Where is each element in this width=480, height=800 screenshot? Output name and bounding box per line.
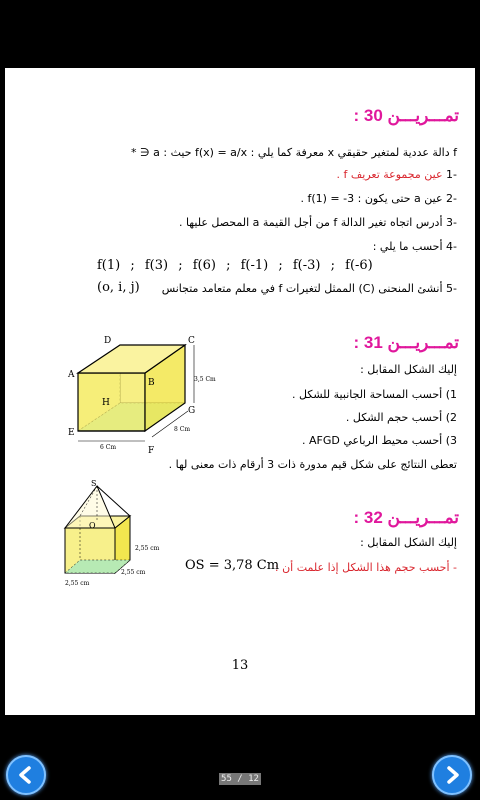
next-page-button[interactable] <box>432 755 472 795</box>
label-S: S <box>91 479 97 488</box>
ex31-q2: 2) أحسب حجم الشكل . <box>345 411 457 424</box>
exercise-32-title: تمـــريـــن 32 : <box>353 508 459 527</box>
label-A: A <box>68 370 75 380</box>
label-dim-d: 8 Cm <box>174 426 191 433</box>
label-F: F <box>148 446 155 456</box>
label-B: B <box>148 378 155 388</box>
pyramid-cube-figure <box>55 478 165 588</box>
label-dim-2: 2,55 cm <box>121 569 146 576</box>
document-page <box>5 68 475 715</box>
page-number: 13 <box>231 658 249 673</box>
ex30-intro: f دالة عددية لمتغير حقيقي x معرفة كما يلي : f(x) = a/x حيث : a ∈ * <box>131 146 457 159</box>
prism-figure <box>60 333 216 463</box>
ex31-q1: 1) أحسب المساحة الجانبية للشكل . <box>291 388 457 401</box>
ex32-given: OS = 3,78 Cm <box>185 558 280 573</box>
label-dim-h: 3,5 Cm <box>194 376 216 383</box>
label-dim-3: 2,55 cm <box>65 580 90 587</box>
ex30-q5: -5 أنشئ المنحنى (C) الممثل لتغيرات f في معلم متعامد متجانس <box>161 282 457 295</box>
exercise-31-title: تمـــريـــن 31 : <box>353 333 459 352</box>
label-dim-w: 6 Cm <box>100 444 117 451</box>
label-G: G <box>188 406 196 416</box>
ex30-q5-frame: (o, i, j) <box>97 280 140 295</box>
ex30-q1-text: عين مجموعة تعريف f . <box>336 168 443 181</box>
label-O: O <box>89 521 96 530</box>
chevron-right-icon <box>442 765 462 785</box>
previous-page-button[interactable] <box>6 755 46 795</box>
chevron-left-icon <box>16 765 36 785</box>
ex30-q4: -4 أحسب ما يلي : <box>372 240 457 253</box>
ex30-q1 <box>337 168 458 181</box>
exercise-30-title: تمـــريـــن 30 : <box>353 106 459 125</box>
ex32-q1 <box>275 561 457 574</box>
ex31-q3: 3) أحسب محيط الرباعي AFGD . <box>302 434 457 447</box>
ex30-q2: -2 عين a حتى يكون : f(1) = -3 . <box>300 192 457 205</box>
label-C: C <box>188 336 195 346</box>
ex30-q1-num: -1 <box>446 168 457 181</box>
ex30-q4-values: f(1) ; f(3) ; f(6) ; f(-1) ; f(-3) ; f(-6) <box>97 258 373 273</box>
label-dim-1: 2,55 cm <box>135 545 160 552</box>
ex31-intro: إليك الشكل المقابل : <box>360 363 457 376</box>
ex32-q1-text: - أحسب حجم هذا الشكل إذا علمت أن : <box>274 561 457 574</box>
ex31-note: تعطى النتائج على شكل قيم مدورة ذات 3 أرقام ذات معنى لها . <box>168 458 457 471</box>
ex30-q3: -3 أدرس اتجاه تغير الدالة f من أجل القيمة a المحصل عليها . <box>178 216 457 229</box>
page-indicator: 55 / 12 <box>219 773 261 785</box>
label-D: D <box>104 336 112 346</box>
prism-front-face <box>78 373 145 431</box>
label-H: H <box>102 398 110 408</box>
ex32-intro: إليك الشكل المقابل : <box>360 536 457 549</box>
label-E: E <box>68 428 75 438</box>
